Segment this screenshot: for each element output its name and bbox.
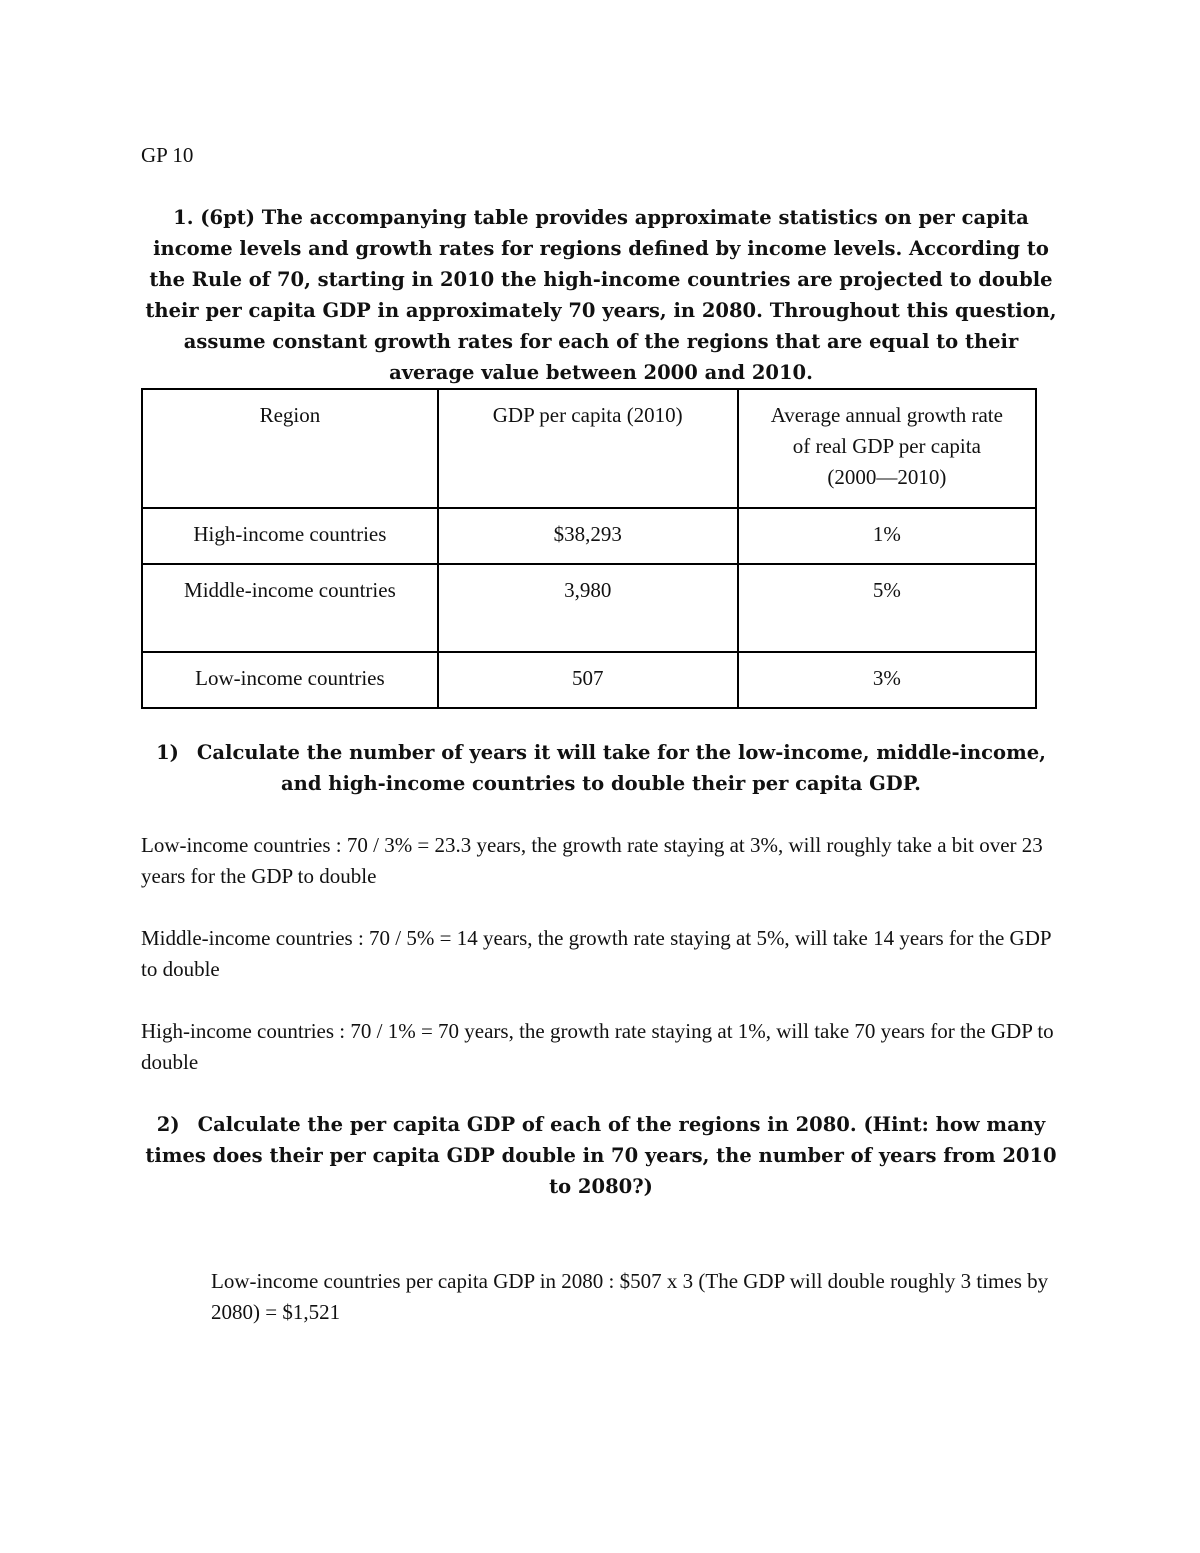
question-prompt: 1. (6pt) The accompanying table provides approximate statistics on per capita income levels and growth rates for regions defined by income levels. According to the Rule of 70, starting in 2010 the high-income countries are projected to double their per capita GDP in approximately 70 years, in 2080. Throughout this question, assume constant growth rates for each of the regions that are equal to their average value between 2000 and 2010. <box>145 206 1057 384</box>
cell-region: High-income countries <box>142 508 438 564</box>
cell-region: Low-income countries <box>142 652 438 708</box>
header-gdp-label: GDP per capita (2010) <box>492 403 683 427</box>
cell-region: Middle-income countries <box>142 564 438 652</box>
sub-question-2-number: 2) <box>156 1113 180 1136</box>
table-row <box>142 564 1036 652</box>
header-gdp <box>438 389 738 508</box>
cell-gdp: 3,980 <box>438 564 738 652</box>
answer-middle-income-years: Middle-income countries : 70 / 5% = 14 years, the growth rate staying at 5%, will take 14 years for the GDP to double <box>141 926 1051 981</box>
header-region-label: Region <box>259 403 321 427</box>
answer-low-income-years: Low-income countries : 70 / 3% = 23.3 years, the growth rate staying at 3%, will roughly take a bit over 23 years for the GDP to double <box>141 833 1043 888</box>
sub-question-1-number: 1) <box>156 741 179 764</box>
sub-question-1-text: Calculate the number of years it will take for the low-income, middle-income, and high-income countries to double their per capita GDP. <box>196 741 1046 795</box>
table-header-row <box>142 389 1036 508</box>
sub-question-2 <box>141 1109 1061 1202</box>
answer-high-income-years: High-income countries : 70 / 1% = 70 years, the growth rate staying at 1%, will take 70 years for the GDP to double <box>141 1019 1054 1074</box>
sub-question-1 <box>141 737 1061 799</box>
header-growth-rate <box>738 389 1036 508</box>
table-row <box>142 508 1036 564</box>
cell-gdp: $38,293 <box>438 508 738 564</box>
cell-growth: 5% <box>738 564 1036 652</box>
table-row <box>142 652 1036 708</box>
cell-growth: 1% <box>738 508 1036 564</box>
header-region <box>142 389 438 508</box>
cell-gdp: 507 <box>438 652 738 708</box>
sub-question-2-text: Calculate the per capita GDP of each of the regions in 2080. (Hint: how many times does their per capita GDP double in 70 years, the number of years from 2010 to 2080?) <box>145 1113 1057 1198</box>
header-growth-line-1: Average annual growth rate <box>770 403 1003 427</box>
cell-growth: 3% <box>738 652 1036 708</box>
assignment-label: GP 10 <box>141 143 194 167</box>
header-growth-line-3: (2000—2010) <box>827 465 947 489</box>
answer-low-income-2080: Low-income countries per capita GDP in 2080 : $507 x 3 (The GDP will double roughly 3 times by 2080) = $1,521 <box>211 1269 1049 1324</box>
statistics-table <box>141 388 1037 709</box>
header-growth-line-2: of real GDP per capita <box>792 434 981 458</box>
